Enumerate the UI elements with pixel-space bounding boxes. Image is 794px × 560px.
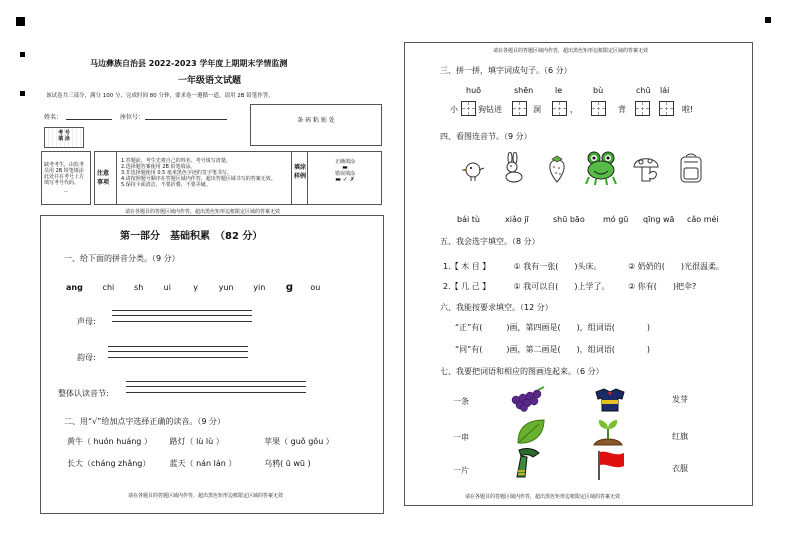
- notes-label: 注意 事项: [97, 170, 110, 186]
- shengmu-answer-line[interactable]: [112, 321, 252, 322]
- fill-label: 填涂 样例: [294, 164, 307, 180]
- q3-text-la: 啦!: [682, 105, 694, 114]
- shengmu-label: 声母:: [77, 317, 96, 326]
- yunmu-label: 韵母:: [77, 353, 96, 362]
- shengmu-answer-line[interactable]: [112, 310, 252, 311]
- leaf-icon[interactable]: [515, 418, 547, 446]
- shengmu-answer-line[interactable]: [112, 315, 252, 316]
- q5-blank[interactable]: ① 我有一张( )头床。: [513, 262, 602, 271]
- pinyin-item: ang: [66, 283, 83, 292]
- grapes-icon[interactable]: [508, 386, 548, 412]
- q6-row1[interactable]: “正”有( )画，第四画是( )，组词语( ): [455, 323, 651, 332]
- q5-options: 2.【 几 己 】: [443, 282, 491, 291]
- q7-title: 七、我要把词语和相应的图画连起来。（6 分）: [440, 367, 604, 376]
- q5-blank[interactable]: ② 奶奶的( )光很温柔。: [628, 262, 725, 271]
- q7-right-word[interactable]: 红旗: [672, 432, 688, 441]
- q5-options: 1.【 木 目 】: [443, 262, 491, 271]
- zhengti-answer-line[interactable]: [126, 381, 306, 382]
- frog-icon: [584, 150, 618, 186]
- note-line: 4.请按照题号顺序在答题区域内作答，超出答题区域书写的答案无效。: [121, 176, 276, 182]
- exam-title: 马边彝族自治县 2022-2023 学年度上期期末学情监测: [90, 59, 288, 68]
- backpack-icon: [678, 152, 704, 184]
- note-line: 1.答题前，考生先将自己的姓名、考号填写清楚。: [121, 158, 231, 164]
- pinyin-item: chi: [102, 283, 115, 292]
- q3-box[interactable]: [461, 101, 476, 116]
- pinyin-item: yin: [253, 283, 266, 292]
- yunmu-answer-line[interactable]: [108, 346, 248, 347]
- name-label: 姓名：: [44, 114, 63, 121]
- q2-title: 二、用“√”给加点字选择正确的读音。（9 分）: [64, 417, 226, 426]
- q2-option[interactable]: 乌鸦( ū wū ): [264, 459, 311, 468]
- q5-blank[interactable]: ① 我可以自( )上学了。: [513, 282, 610, 291]
- exam-subtitle: 一年级语文试题: [178, 76, 242, 86]
- syllable-item: qīng wā: [643, 215, 675, 224]
- seat-field[interactable]: [145, 119, 227, 120]
- q3-title: 三、拼一拼，填字词成句子。（6 分）: [440, 66, 572, 75]
- name-field[interactable]: [66, 119, 112, 120]
- yunmu-answer-line[interactable]: [108, 351, 248, 352]
- q3-pinyin-item: lái: [660, 86, 670, 95]
- syllable-item: xiǎo jī: [505, 215, 529, 224]
- q3-box[interactable]: [659, 101, 674, 116]
- pinyin-item: g: [285, 282, 293, 293]
- q3-box[interactable]: [635, 101, 650, 116]
- red-flag-icon[interactable]: [594, 449, 628, 481]
- pinyin-item: yun: [218, 283, 234, 292]
- q5-blank[interactable]: ② 你有( )把伞?: [628, 282, 697, 291]
- panel-notice-top: 请在各题目的答题区域内作答，超出黑色矩形边框限定区域的答案无效: [493, 48, 649, 54]
- panel-notice: 请在各题目的答题区域内作答，超出黑色矩形边框限定区域的答案无效: [125, 209, 281, 215]
- note-line: 3.非选择题使用 0.5 毫米黑色字迹的签字笔书写。: [121, 170, 232, 176]
- shirt-icon[interactable]: [593, 388, 627, 412]
- q2-option[interactable]: 长大（cháng zhǎng）: [67, 459, 151, 468]
- bird-icon: [462, 158, 488, 182]
- q3-text-comma: ，: [570, 105, 578, 114]
- q1-pinyin-row: [66, 282, 330, 293]
- barcode-area: 条 码 粘 贴 处: [250, 104, 382, 146]
- q3-pinyin-item: le: [555, 86, 563, 95]
- syllable-item: bái tù: [457, 215, 480, 224]
- q7-left-word[interactable]: 一条: [453, 397, 469, 406]
- fill-wrong-label: 错误填涂: [334, 171, 355, 177]
- syllable-item: shū bāo: [553, 215, 585, 224]
- note-line: 5.保持卡面清洁，不要折叠、不要弄破。: [121, 182, 211, 188]
- q3-pinyin-item: shēn: [514, 86, 534, 95]
- q2-option[interactable]: 苹果（ guǒ gǒu ）: [264, 437, 334, 446]
- q2-option[interactable]: 路灯（ lù lù ）: [169, 437, 224, 446]
- q3-box[interactable]: [512, 101, 527, 116]
- note-line: 2.选择题答案使用 2B 铅笔填涂。: [121, 164, 196, 170]
- q3-pinyin-item: bù: [593, 86, 604, 95]
- q4-title: 四、看图连音节。（9 分）: [440, 132, 532, 141]
- corner-mark: [20, 91, 25, 96]
- q2-option[interactable]: 蓝天（ nán lán ）: [169, 459, 237, 468]
- q5-title: 五、我会选字填空。（8 分）: [440, 237, 540, 246]
- pinyin-item: ui: [163, 283, 171, 292]
- q6-row2[interactable]: “同”有( )画，第二画是( )，组词语( ): [455, 345, 651, 354]
- sprout-icon[interactable]: [591, 417, 625, 447]
- zhengti-label: 整体认读音节:: [58, 389, 109, 398]
- panel-notice-bottom: 请在各题目的答题区域内作答，超出黑色矩形边框限定区域的答案无效: [128, 493, 284, 499]
- q3-pinyin-item: chū: [636, 86, 651, 95]
- q3-box[interactable]: [552, 101, 567, 116]
- q7-right-word[interactable]: 衣服: [672, 464, 688, 473]
- fill-marks: ▬ ✓ ✗: [335, 176, 355, 183]
- q3-text-dong: 洞: [533, 105, 541, 114]
- zhengti-answer-line[interactable]: [126, 386, 306, 387]
- syllable-item: mó gū: [603, 215, 629, 224]
- q6-title: 六、我能按要求填空。（12 分）: [440, 303, 553, 312]
- pinyin-item: sh: [134, 283, 144, 292]
- rabbit-icon: [500, 152, 526, 184]
- exam-instructions: 该试卷共三部分，满分 100 分，完成时间 80 分钟，要求卷一遵循一道，请用 2B 铅笔作答。: [46, 93, 274, 99]
- scarf-icon[interactable]: [513, 447, 543, 479]
- corner-mark: [765, 17, 771, 23]
- q2-option[interactable]: 黄牛（ huón huáng ）: [67, 437, 152, 446]
- fill-correct-label: 正确填涂: [334, 159, 355, 165]
- absent-box: 缺考考生，由监考员用 2B 铅笔填涂此处并在考号上方填写考号代码。 …: [41, 151, 91, 205]
- q7-left-word[interactable]: 一片: [453, 466, 469, 475]
- exam-number-box[interactable]: 考 号 填 涂: [44, 127, 84, 148]
- zhengti-answer-line[interactable]: [126, 392, 306, 393]
- q2-row2: [67, 458, 311, 469]
- mushroom-icon: [632, 154, 660, 184]
- pinyin-item: y: [193, 283, 198, 292]
- q3-box[interactable]: [591, 101, 606, 116]
- strawberry-icon: [545, 154, 569, 184]
- syllable-item: cǎo méi: [687, 215, 719, 224]
- corner-mark: [20, 52, 25, 57]
- q1-title: 一、给下面的拼音分类。（9 分）: [64, 254, 180, 263]
- q5-row2: [443, 281, 696, 292]
- q7-left-word[interactable]: 一串: [453, 433, 469, 442]
- corner-mark: [16, 17, 25, 26]
- seat-label: 座位号：: [120, 114, 145, 121]
- pinyin-item: ou: [310, 283, 321, 292]
- q7-right-word[interactable]: 发芽: [672, 395, 688, 404]
- q5-row1: [443, 261, 724, 272]
- q3-text-xiao: 小: [450, 105, 458, 114]
- part1-title: 第一部分 基础积累 （82 分）: [120, 231, 263, 242]
- notes-box: 注意 事项 1.答题前，考生先将自己的姓名、考号填写清楚。 2.选择题答案使用 2B 铅笔填涂。 3.非选择题使用 0.5 毫米黑色字迹的签字笔书写。 4.请按照题号顺序在答题区域内作答，超出答题区域书写的答案无效。 5.保持卡面清洁，不要折叠、不要弄破。 填涂 样例 正确填涂 ▬ 错误填涂 ▬ ✓ ✗: [94, 151, 382, 205]
- q2-row1: [67, 436, 334, 447]
- panel-notice-bottom-right: 请在各题目的答题区域内作答，超出黑色矩形边框限定区域的答案无效: [465, 494, 621, 500]
- q3-text-bei: 背: [618, 105, 626, 114]
- q3-pinyin-item: huō: [466, 86, 482, 95]
- q3-text-gou: 狗钻进: [478, 105, 502, 114]
- yunmu-answer-line[interactable]: [108, 357, 248, 358]
